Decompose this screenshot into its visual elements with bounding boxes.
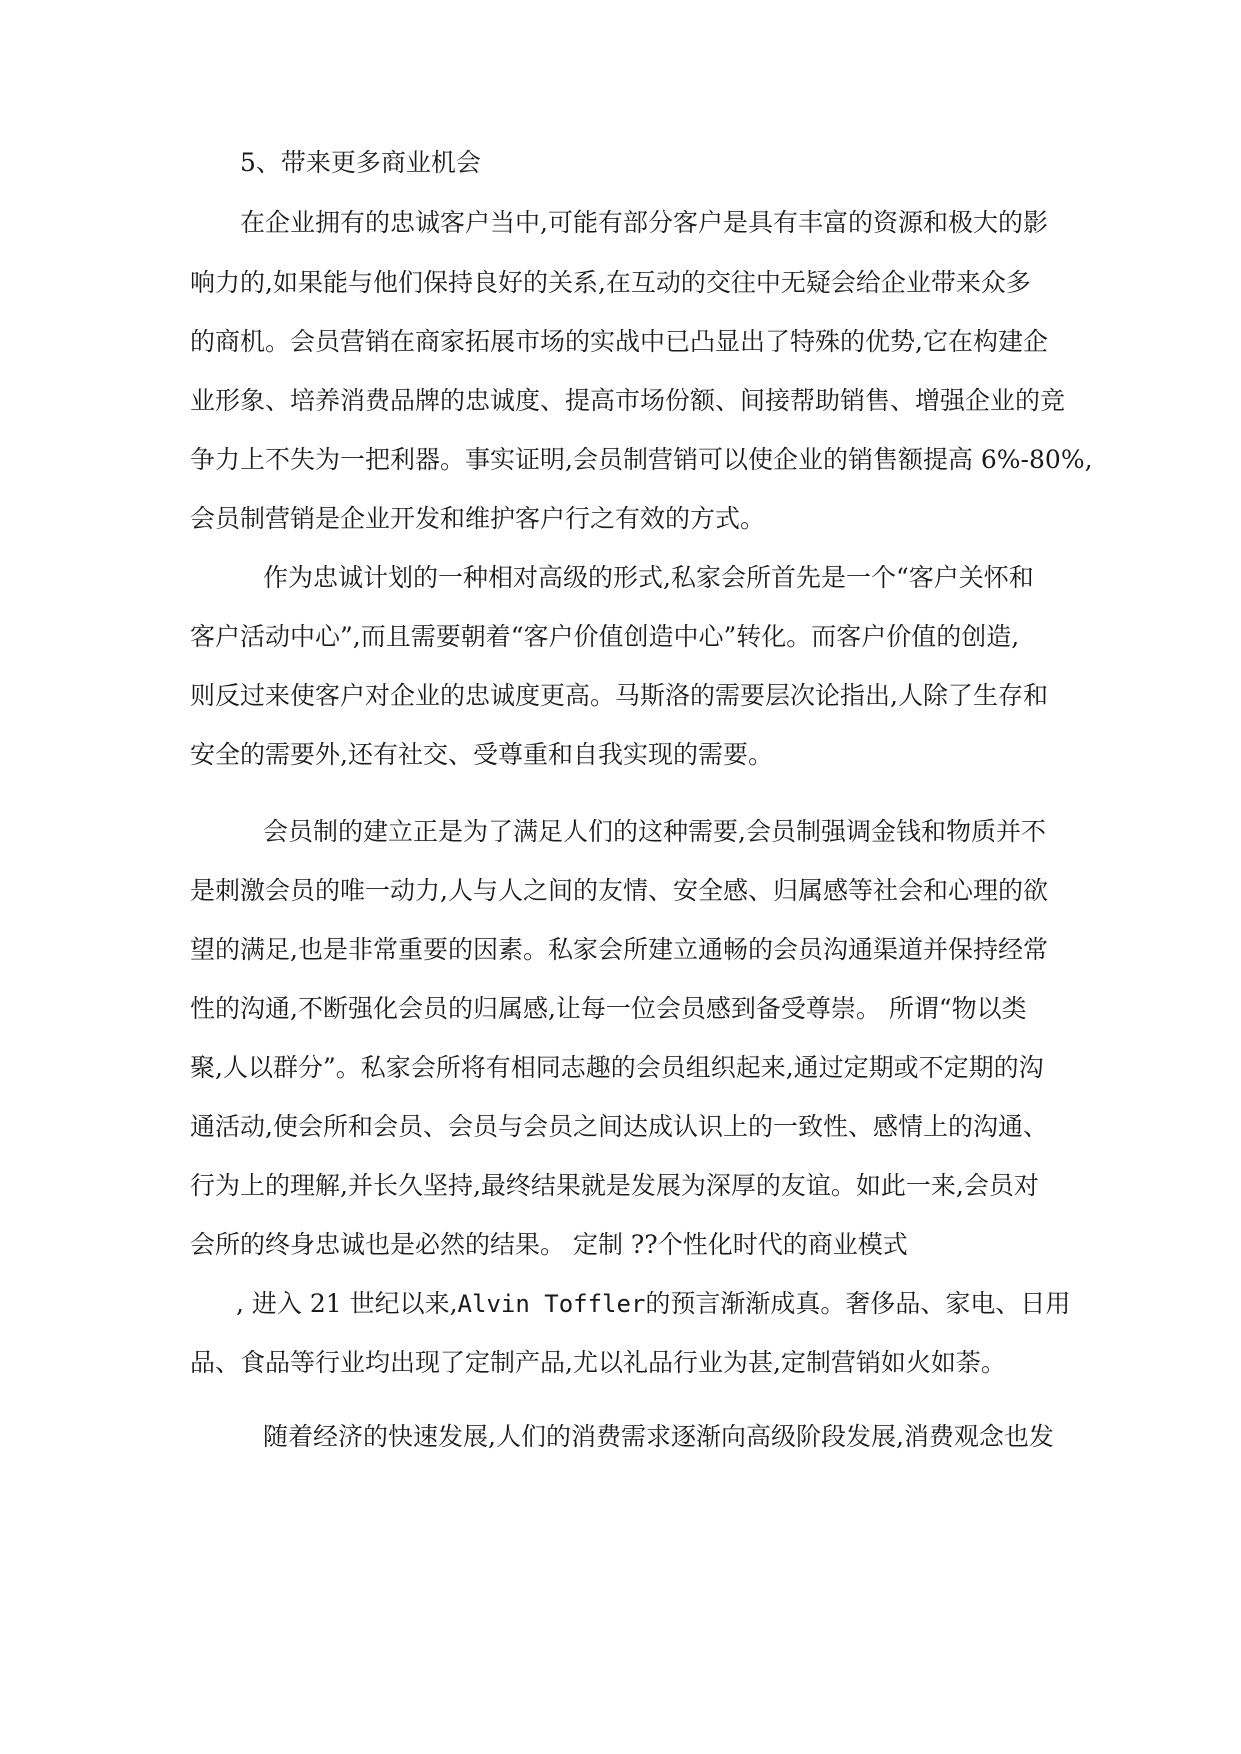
- paragraph-line: 在企业拥有的忠诚客户当中,可能有部分客户是具有丰富的资源和极大的影: [240, 208, 1048, 237]
- section-heading: 5、带来更多商业机会: [240, 148, 481, 177]
- author-name: Alvin Toffler: [457, 1290, 646, 1318]
- line-text: 的预言渐渐成真。奢侈品、家电、日用: [645, 1289, 1071, 1318]
- paragraph-line: 则反过来使客户对企业的忠诚度更高。马斯洛的需要层次论指出,人除了生存和: [190, 681, 1048, 710]
- paragraph-line: 性的沟通,不断强化会员的归属感,让每一位会员感到备受尊崇。 所谓“物以类: [190, 994, 1027, 1023]
- paragraph-line: 会员制营销是企业开发和维护客户行之有效的方式。: [190, 504, 766, 533]
- paragraph-line: 客户活动中心”,而且需要朝着“客户价值创造中心”转化。而客户价值的创造,: [190, 622, 1020, 651]
- paragraph-line: 聚,人以群分”。私家会所将有相同志趣的会员组织起来,通过定期或不定期的沟: [190, 1053, 1044, 1082]
- paragraph-line: 会所的终身忠诚也是必然的结果。 定制 ??个性化时代的商业模式: [190, 1230, 908, 1259]
- paragraph-line: 安全的需要外,还有社交、受尊重和自我实现的需要。: [190, 740, 773, 769]
- paragraph-line: 随着经济的快速发展,人们的消费需求逐渐向高级阶段发展,消费观念也发: [263, 1422, 1054, 1451]
- paragraph-line: 行为上的理解,并长久坚持,最终结果就是发展为深厚的友谊。如此一来,会员对: [190, 1171, 1039, 1200]
- paragraph-line: 会员制的建立正是为了满足人们的这种需要,会员制强调金钱和物质并不: [263, 817, 1046, 846]
- paragraph-line: 品、食品等行业均出现了定制产品,尤以礼品行业为甚,定制营销如火如荼。: [190, 1348, 1006, 1377]
- paragraph-line: 是刺激会员的唯一动力,人与人之间的友情、安全感、归属感等社会和心理的欲: [190, 876, 1048, 905]
- paragraph-line: 业形象、培养消费品牌的忠诚度、提高市场份额、间接帮助销售、增强企业的竞: [190, 386, 1066, 415]
- paragraph-line: 作为忠诚计划的一种相对高级的形式,私家会所首先是一个“客户关怀和: [263, 563, 1034, 592]
- paragraph-line: 争力上不失为一把利器。事实证明,会员制营销可以使企业的销售额提高 6%-80%,: [190, 445, 1093, 474]
- line-text: , 进入 21 世纪以来,: [236, 1289, 458, 1318]
- paragraph-line: 的商机。会员营销在商家拓展市场的实战中已凸显出了特殊的优势,它在构建企: [190, 327, 1048, 356]
- paragraph-line: 响力的,如果能与他们保持良好的关系,在互动的交往中无疑会给企业带来众多: [190, 268, 1031, 297]
- paragraph-line: 望的满足,也是非常重要的因素。私家会所建立通畅的会员沟通渠道并保持经常: [190, 935, 1048, 964]
- paragraph-line: [236, 1289, 1070, 1319]
- paragraph-line: 通活动,使会所和会员、会员与会员之间达成认识上的一致性、感情上的沟通、: [190, 1112, 1048, 1141]
